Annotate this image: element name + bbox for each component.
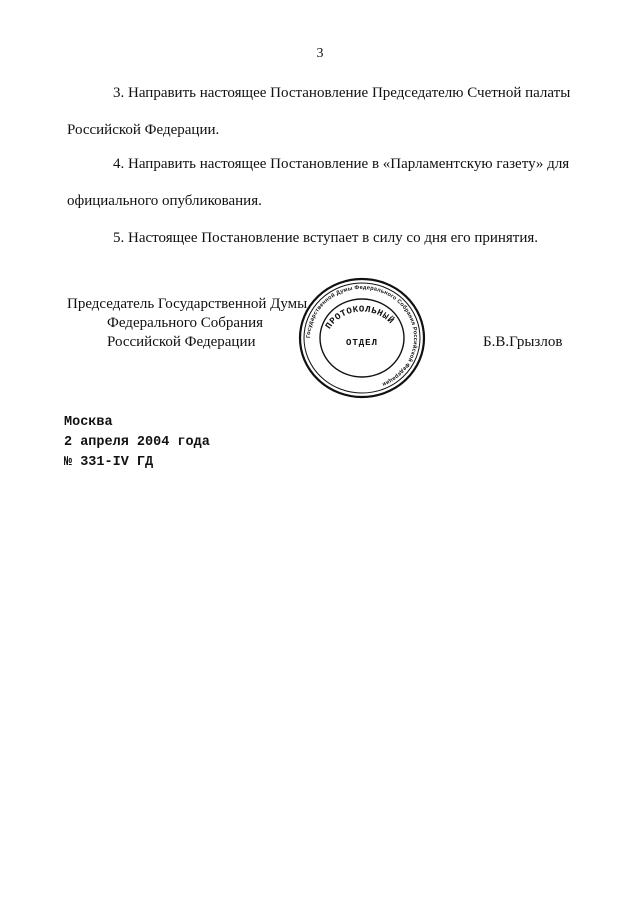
document-date: 2 апреля 2004 года: [64, 435, 210, 450]
signatory-title-line-1: Председатель Государственной Думы: [67, 296, 308, 312]
paragraph-3-line-1: 3. Направить настоящее Постановление Председателю Счетной палаты: [113, 85, 571, 101]
document-city: Москва: [64, 415, 113, 430]
signatory-name: Б.В.Грызлов: [483, 334, 563, 350]
signatory-title-line-2: Федерального Собрания: [107, 315, 264, 331]
paragraph-4-line-1: 4. Направить настоящее Постановление в «Парламентскую газету» для: [113, 156, 570, 172]
stamp-inner-arc-text: ПРОТОКОЛЬНЫЙ: [323, 304, 396, 332]
stamp-outer-text: Государственной Думы Федерального Собрания Российской Федерации: [305, 284, 419, 387]
paragraph-5: 5. Настоящее Постановление вступает в силу со дня его принятия.: [113, 230, 539, 246]
page-number: 3: [316, 46, 324, 61]
stamp-center-text: ОТДЕЛ: [345, 338, 379, 348]
paragraph-3-line-2: Российской Федерации.: [67, 122, 220, 138]
document-number: № 331-IV ГД: [64, 455, 154, 470]
paragraph-4-line-2: официального опубликования.: [67, 193, 262, 209]
signatory-title-line-3: Российской Федерации: [107, 334, 256, 350]
official-stamp: [298, 277, 426, 399]
